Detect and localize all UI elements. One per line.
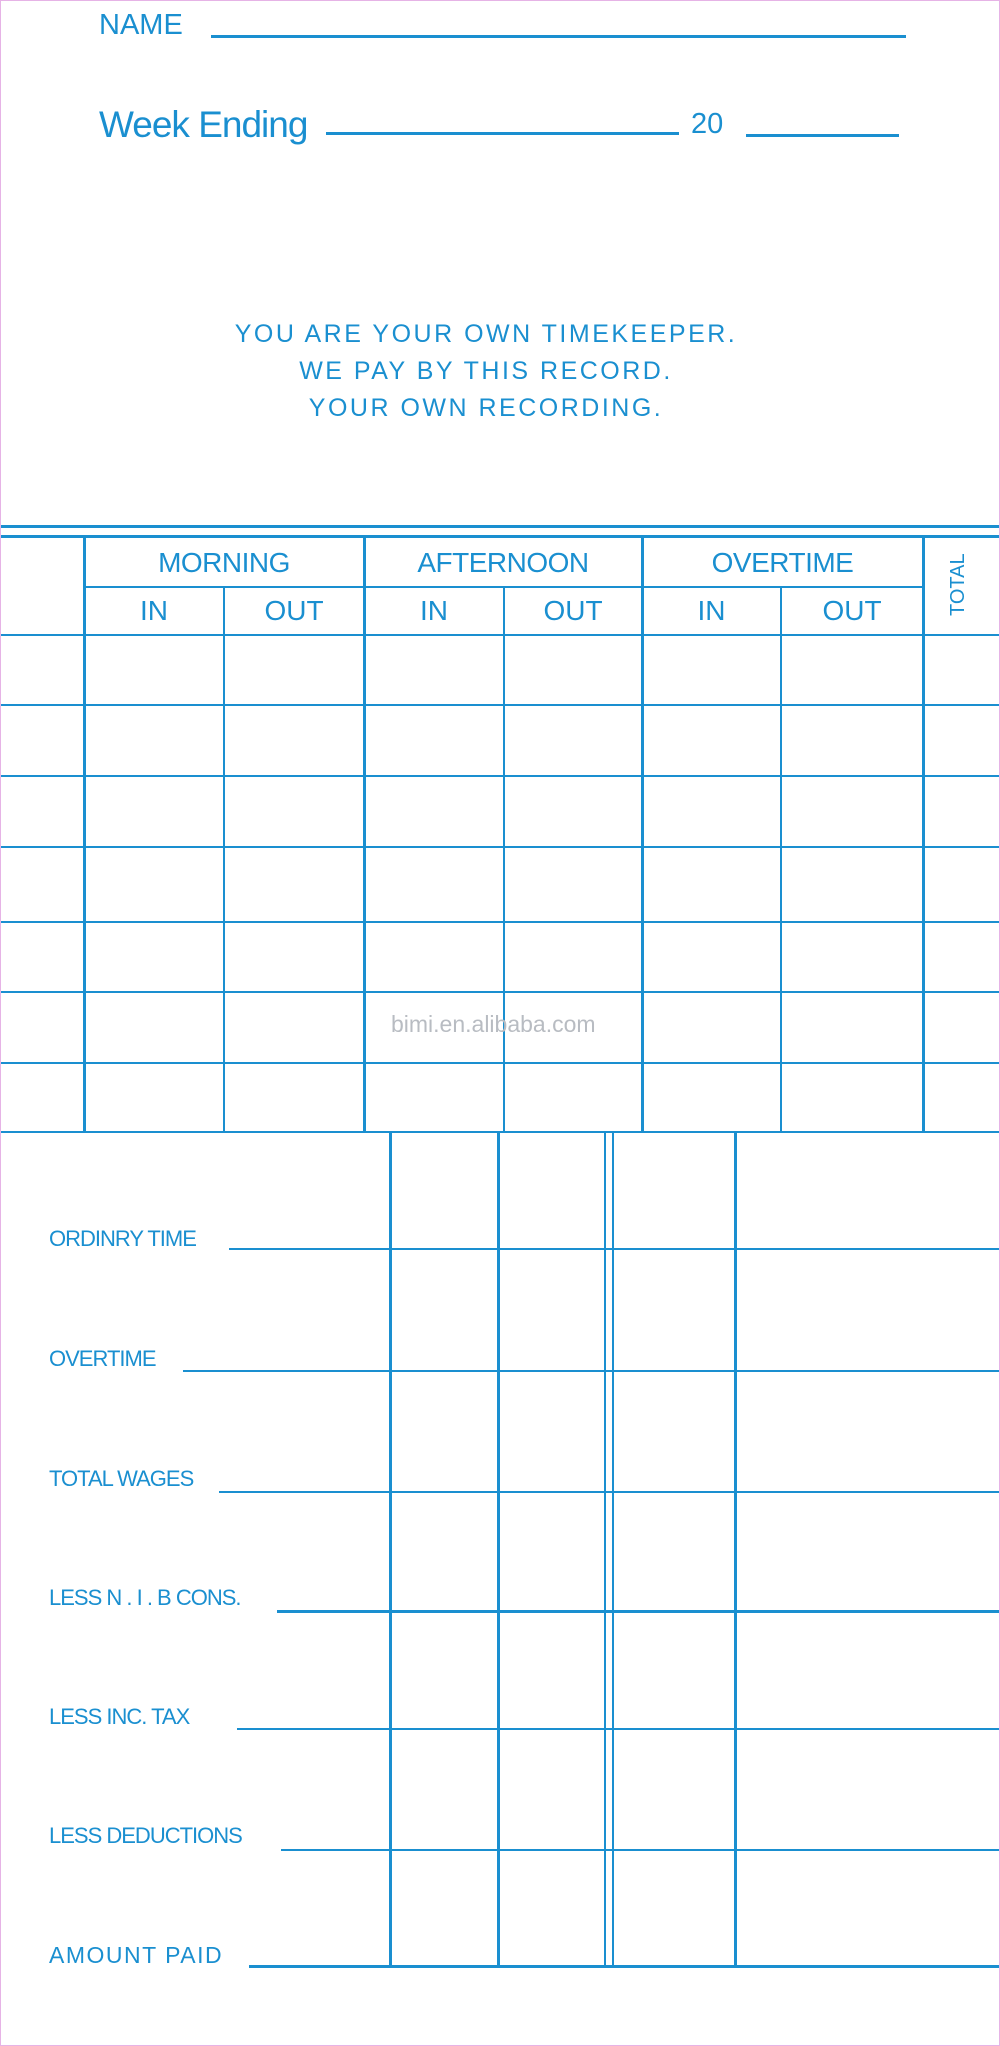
row-line: [1, 704, 999, 706]
col-line: [223, 586, 225, 1133]
col-line: [922, 537, 925, 1133]
amount-paid-label: AMOUNT PAID: [49, 1942, 224, 1968]
summary-col-line: [497, 1133, 500, 1967]
less-nib-label: LESS N . I . B CONS.: [49, 1585, 241, 1610]
table-top-rule-2: [1, 535, 999, 538]
col-line: [503, 586, 505, 1133]
overtime-header: OVERTIME: [711, 547, 854, 578]
ordinary-time-label: ORDINRY TIME: [49, 1226, 196, 1251]
year-prefix: 20: [691, 108, 724, 140]
summary-col-line: [734, 1133, 737, 1967]
year-line[interactable]: [746, 134, 899, 137]
morning-out-label: OUT: [264, 595, 324, 626]
total-column-label: TOTAL: [947, 553, 969, 616]
afternoon-out-label: OUT: [543, 595, 603, 626]
col-line: [780, 586, 782, 1133]
table-bottom-line: [1, 1131, 999, 1133]
row-line: [1, 846, 999, 848]
row-line: [1, 634, 999, 636]
less-nib-line[interactable]: [277, 1610, 999, 1613]
morning-in-label: IN: [140, 595, 168, 626]
row-line: [1, 921, 999, 923]
summary-col-line: [389, 1133, 392, 1967]
row-line: [1, 1062, 999, 1064]
less-deductions-line[interactable]: [281, 1849, 999, 1851]
week-ending-line[interactable]: [326, 132, 679, 135]
name-line[interactable]: [211, 35, 906, 38]
slogan-line-1: YOU ARE YOUR OWN TIMEKEEPER.: [234, 320, 738, 348]
row-line: [1, 775, 999, 777]
week-ending-label: Week Ending: [99, 104, 308, 145]
less-inc-tax-line[interactable]: [237, 1728, 999, 1730]
name-label: NAME: [99, 9, 183, 41]
overtime-label: OVERTIME: [49, 1346, 156, 1371]
total-wages-label: TOTAL WAGES: [49, 1466, 194, 1491]
summary-col-line: [604, 1133, 606, 1967]
watermark: bimi.en.alibaba.com: [391, 1011, 596, 1037]
less-inc-tax-label: LESS INC. TAX: [49, 1704, 190, 1729]
table-top-rule-1: [1, 525, 999, 528]
total-wages-line[interactable]: [219, 1491, 999, 1493]
less-deductions-label: LESS DEDUCTIONS: [49, 1823, 242, 1848]
amount-paid-line[interactable]: [249, 1965, 999, 1968]
slogan-line-3: YOUR OWN RECORDING.: [308, 394, 664, 422]
overtime-out-label: OUT: [822, 595, 882, 626]
slogan-line-2: WE PAY BY THIS RECORD.: [299, 357, 673, 385]
afternoon-in-label: IN: [420, 595, 448, 626]
ordinary-time-line[interactable]: [229, 1248, 999, 1250]
row-line: [1, 991, 999, 993]
morning-header: MORNING: [158, 547, 290, 578]
afternoon-header: AFTERNOON: [417, 547, 589, 578]
overtime-in-label: IN: [697, 595, 726, 626]
summary-col-line: [612, 1133, 614, 1967]
overtime-line[interactable]: [183, 1370, 999, 1372]
